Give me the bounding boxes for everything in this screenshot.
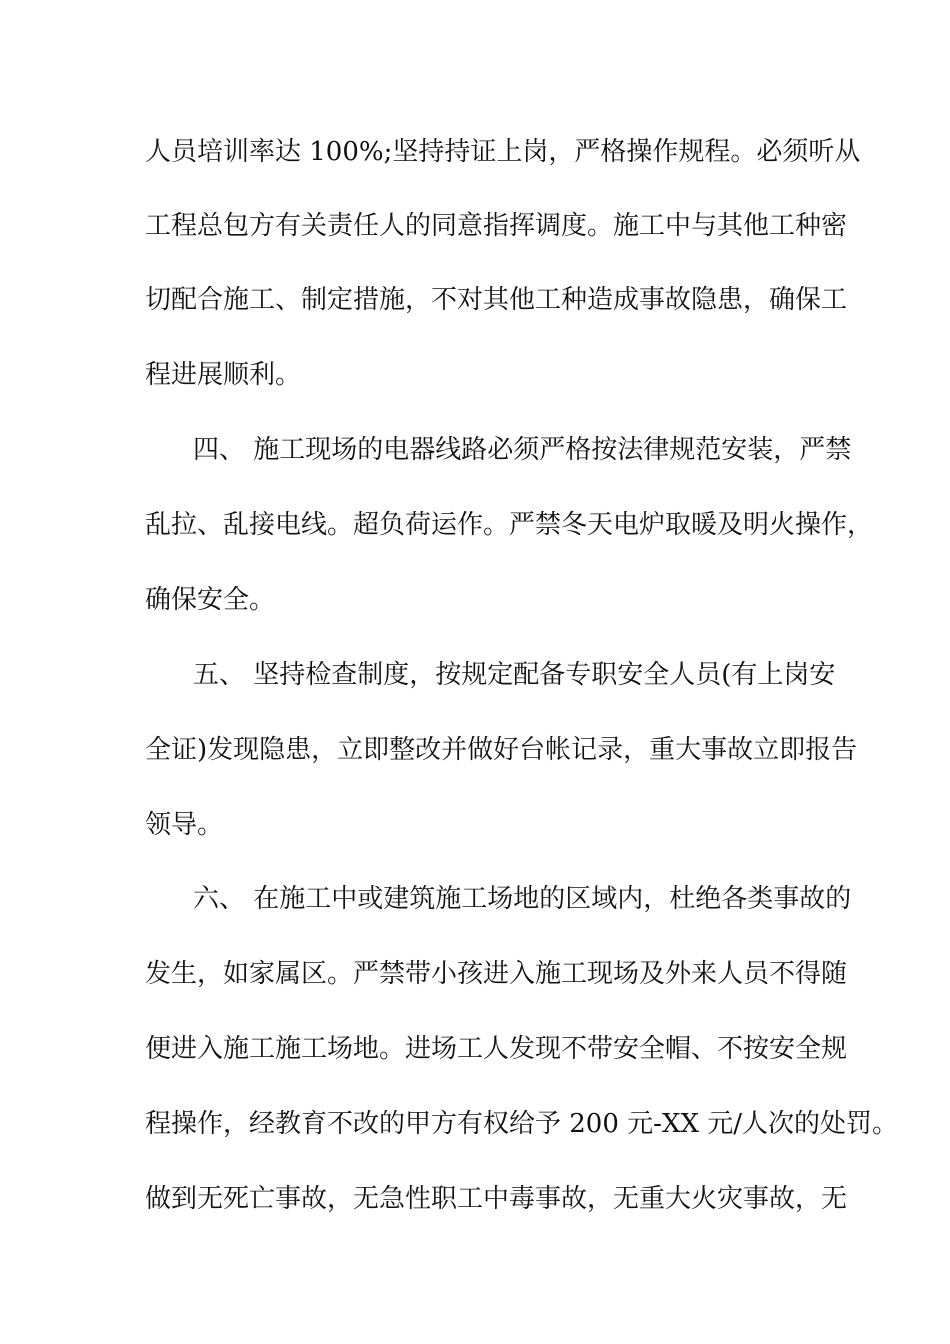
text-line: 程操作，经教育不改的甲方有权给予 200 元-XX 元/人次的处罚。 — [145, 1109, 898, 1139]
section-four-first-line: 四、 施工现场的电器线路必须严格按法律规范安装，严禁 — [193, 435, 852, 465]
text-line: 乱拉、乱接电线。超负荷运作。严禁冬天电炉取暖及明火操作， — [145, 510, 874, 540]
text-line: 确保安全。 — [145, 585, 276, 615]
text-line: 便进入施工施工场地。进场工人发现不带安全帽、不按安全规 — [145, 1034, 848, 1064]
text-line: 领导。 — [145, 810, 224, 840]
text-line: 切配合施工、制定措施，不对其他工种造成事故隐患，确保工 — [145, 285, 848, 315]
section-six-first-line: 六、 在施工中或建筑施工场地的区域内，杜绝各类事故的 — [193, 884, 852, 914]
text-line: 发生，如家属区。严禁带小孩进入施工现场及外来人员不得随 — [145, 959, 848, 989]
text-line: 程进展顺利。 — [145, 360, 302, 390]
text-line: 人员培训率达 100%;坚持持证上岗，严格操作规程。必须听从 — [145, 137, 861, 167]
text-line: 做到无死亡事故，无急性职工中毒事故，无重大火灾事故，无 — [145, 1184, 848, 1214]
text-line: 工程总包方有关责任人的同意指挥调度。施工中与其他工种密 — [145, 211, 848, 241]
text-line: 全证)发现隐患，立即整改并做好台帐记录，重大事故立即报告 — [145, 735, 858, 765]
section-five-first-line: 五、 坚持检查制度，按规定配备专职安全人员(有上岗安 — [193, 660, 836, 690]
